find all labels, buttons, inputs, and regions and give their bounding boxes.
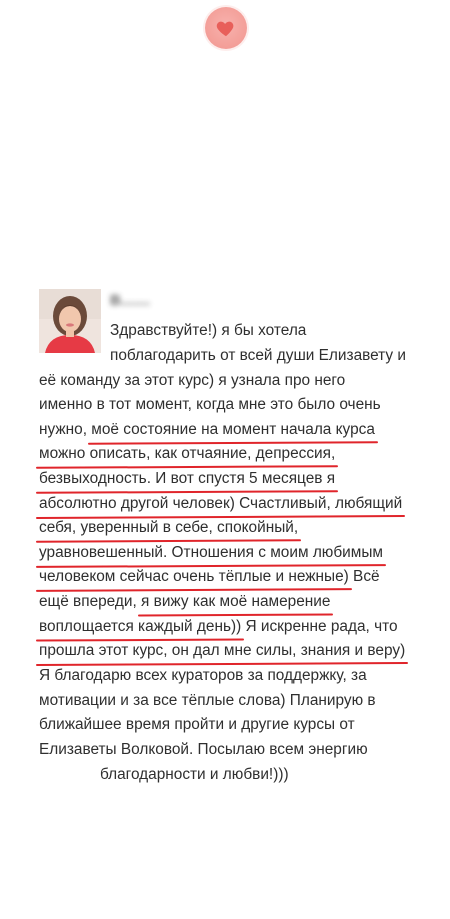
review-text-segment: именно в тот момент, когда мне это было очень [39,396,381,413]
avatar [39,289,101,353]
review-text-line [39,519,298,537]
review-text-segment: ещё впереди, [39,593,142,610]
review-text-segment: Елизаветы Волковой. Посылаю всем энергию [39,741,368,758]
highlighted-text: я вижу как моё намерение [141,593,331,610]
review-text-segment: ближайшее время пройти и другие курсы от [39,716,355,733]
review-text-line [39,568,380,586]
review-text-line [39,544,383,562]
highlighted-text: абсолютно другой человек) Счастливый, любящий [39,495,403,512]
review-text-line [110,322,306,340]
review-text-segment: Я искренне рада, что [241,618,398,635]
review-text-segment: мотивации и за все тёплые слова) Планирую в [39,692,376,709]
highlighted-text: можно описать, как отчаяние, депрессия, [39,445,336,462]
review-text-line [39,667,367,685]
highlighted-text: безвыходность. И вот спустя 5 месяцев я [39,470,336,487]
review-text-line [39,593,330,611]
review-text-line [39,642,405,660]
review-text-line [39,692,376,710]
highlighted-text: уравновешенный. Отношения с моим любимым [39,544,383,561]
highlighted-text: себя, уверенный в себе, спокойный, [39,519,299,536]
review-text-line [100,766,289,784]
review-text-line [39,618,398,636]
review-text-line [39,741,368,759]
review-text-line [39,470,335,488]
review-text-line [39,396,381,414]
highlighted-text: человеком сейчас очень тёплые и нежные) [39,568,349,585]
review-author-name: В....... [110,292,151,309]
review-text-segment: благодарности и любви!))) [100,766,289,783]
review-text-line [39,421,375,439]
review-text-line [39,495,402,513]
review-text-line [110,347,406,365]
review-text-segment: поблагодарить от всей души Елизавету и [110,347,406,364]
review-text-line [39,372,345,390]
highlighted-text: прошла этот курс, он дал мне силы, знания и веру) [39,642,406,659]
highlighted-text: моё состояние на момент начала курса [91,421,375,438]
review-text-segment: Здравствуйте!) я бы хотела [110,322,307,339]
review-text-segment: её команду за этот курс) я узнала про него [39,372,346,389]
review-text-line [39,716,355,734]
review-text-segment: Всё [348,568,380,585]
review-text-segment: Я благодарю всех кураторов за поддержку, за [39,667,367,684]
review-text-segment: нужно, [39,421,92,438]
review-text-line [39,445,335,463]
highlighted-text: воплощается каждый день)) [39,618,242,635]
